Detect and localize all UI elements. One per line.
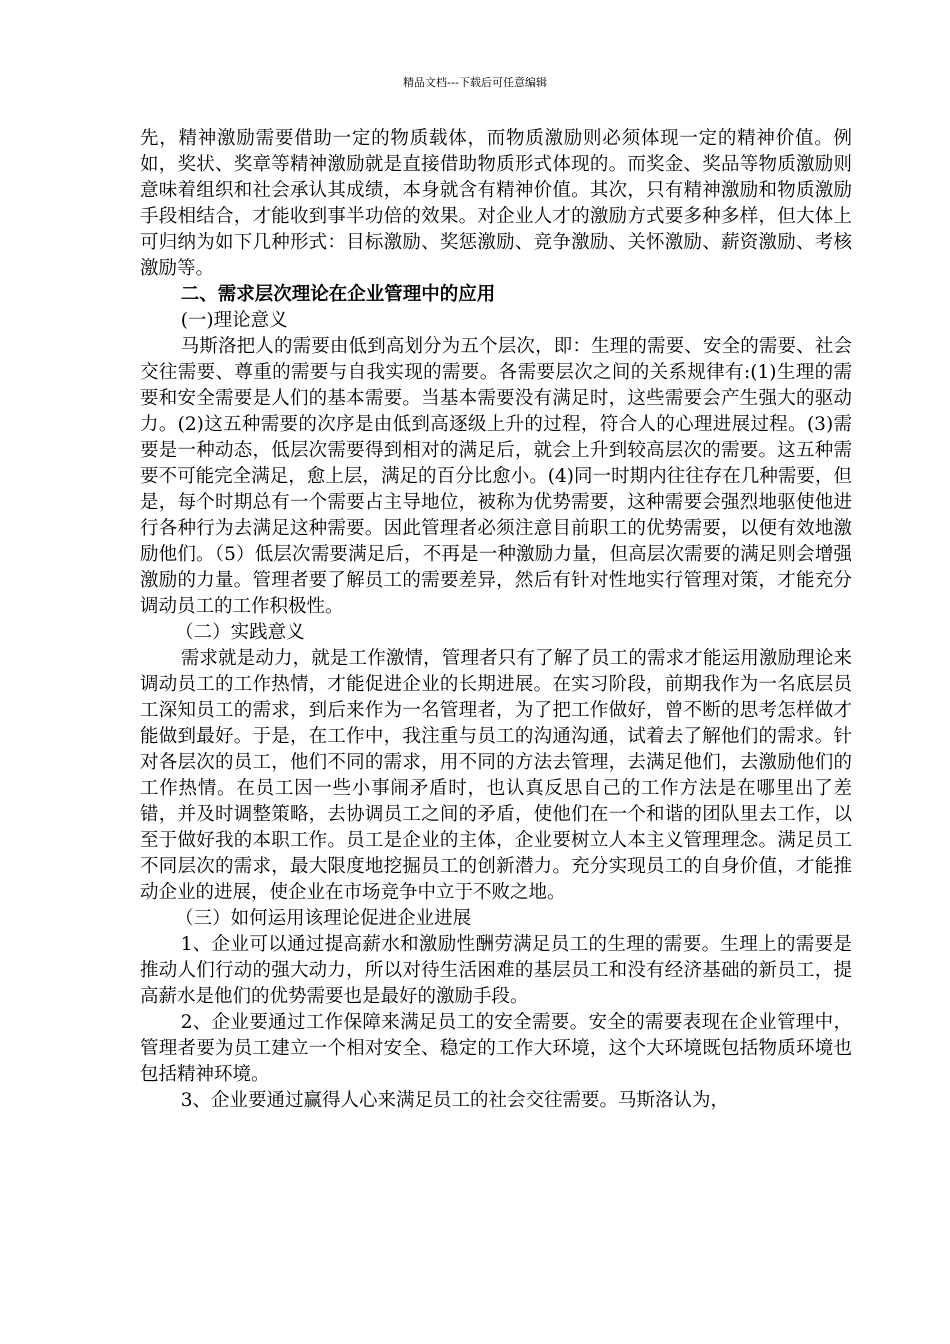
application-item-3: 3、企业要通过赢得人心来满足员工的社会交往需要。马斯洛认为， (180, 1090, 729, 1111)
subsection-heading-theory: (一)理论意义 (180, 310, 288, 331)
application-item-1: 1、企业可以通过提高薪水和激励性酬劳满足员工的生理的需要。生理上的需要是推动人们行动的强大动力，所以对待生活困难的基层员工和没有经济基础的新员工，提高薪水是他们的优势需要也是最好的激励手段。 (140, 934, 852, 1007)
document-body (140, 126, 852, 1114)
section-heading: 二、需求层次理论在企业管理中的应用 (180, 284, 496, 305)
subsection-heading-practice: （二）实践意义 (175, 622, 305, 643)
subsection-heading-application: （三）如何运用该理论促进企业进展 (175, 908, 472, 929)
application-item-2: 2、企业要通过工作保障来满足员工的安全需要。安全的需要表现在企业管理中，管理者要为员工建立一个相对安全、稳定的工作大环境，这个大环境既包括物质环境也包括精神环境。 (140, 1012, 852, 1085)
practice-paragraph: 需求就是动力，就是工作激情，管理者只有了解了员工的需求才能运用激励理论来调动员工的工作热情，才能促进企业的长期进展。在实习阶段，前期我作为一名底层员工深知员工的需求，到后来作为一名管理者，为了把工作做好，曾不断的思考怎样做才能做到最好。于是，在工作中，我注重与员工的沟通沟通，试着去了解他们的需求。针对各层次的员工，他们不同的需求，用不同的方法去管理，去满足他们，去激励他们的工作热情。在员工因一些小事闹矛盾时，也认真反思自己的工作方法是在哪里出了差错，并及时调整策略，去协调员工之间的矛盾，使他们在一个和谐的团队里去工作，以至于做好我的本职工作。员工是企业的主体，企业要树立人本主义管理理念。满足员工不同层次的需求，最大限度地挖掘员工的创新潜力。充分实现员工的自身价值，才能推动企业的进展，使企业在市场竞争中立于不败之地。 (140, 648, 852, 903)
page-header: 精品文档---下载后可任意编辑 (403, 76, 547, 89)
theory-paragraph: 马斯洛把人的需要由低到高划分为五个层次，即：生理的需要、安全的需要、社会交往需要、尊重的需要与自我实现的需要。各需要层次之间的关系规律有:(1)生理的需要和安全需要是人们的基本需要。当基本需要没有满足时，这些需要会产生强大的驱动力。(2)这五种需要的次序是由低到高逐级上升的过程，符合人的心理进展过程。(3)需要是一种动态，低层次需要得到相对的满足后，就会上升到较高层次的需要。这五种需要不可能完全满足，愈上层，满足的百分比愈小。(4)同一时期内往往存在几种需要，但是，每个时期总有一个需要占主导地位，被称为优势需要，这种需要会强烈地驱使他进行各种行为去满足这种需要。因此管理者必须注意目前职工的优势需要，以便有效地激励他们。（5）低层次需要满足后，不再是一种激励力量，但高层次需要的满足则会增强激励的力量。管理者要了解员工的需要差异，然后有针对性地实行管理对策，才能充分调动员工的工作积极性。 (140, 336, 852, 617)
intro-paragraph: 先，精神激励需要借助一定的物质载体，而物质激励则必须体现一定的精神价值。例如，奖状、奖章等精神激励就是直接借助物质形式体现的。而奖金、奖品等物质激励则意味着组织和社会承认其成绩，本身就含有精神价值。其次，只有精神激励和物质激励手段相结合，才能收到事半功倍的效果。对企业人才的激励方式要多种多样，但大体上可归纳为如下几种形式：目标激励、奖惩激励、竞争激励、关怀激励、薪资激励、考核激励等。 (140, 128, 852, 279)
